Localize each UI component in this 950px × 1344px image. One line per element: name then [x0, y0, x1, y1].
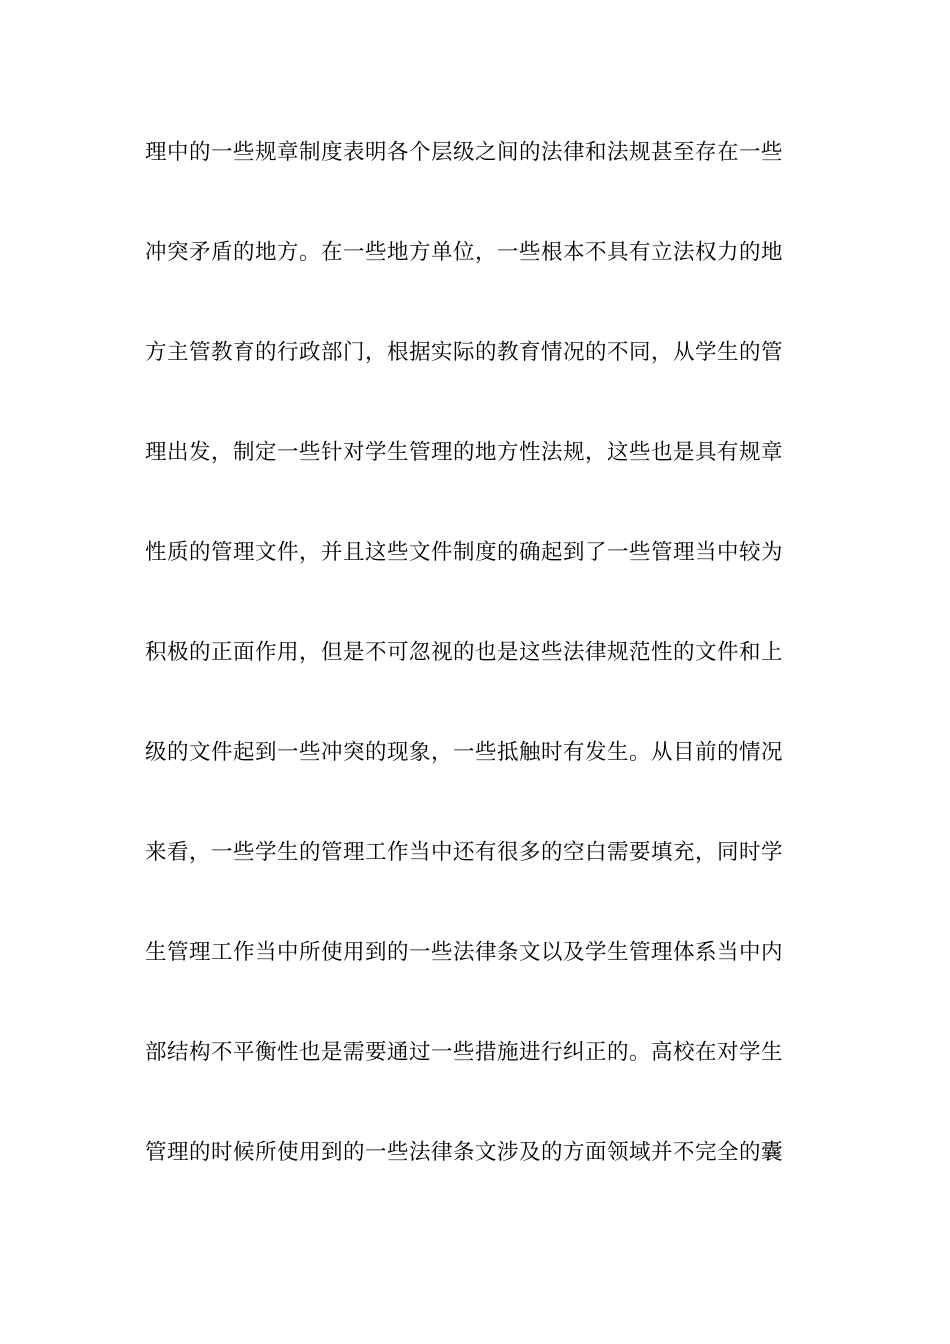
paragraph [145, 133, 805, 1233]
text-line: 方主管教育的行政部门，根据实际的教育情况的不同，从学生的管 [145, 340, 784, 365]
text-line: 理出发，制定一些针对学生管理的地方性法规，这些也是具有规章 [145, 440, 784, 465]
text-line: 性质的管理文件，并且这些文件制度的确起到了一些管理当中较为 [145, 540, 784, 565]
text-line: 积极的正面作用，但是不可忽视的也是这些法律规范性的文件和上 [145, 640, 784, 665]
text-line: 部结构不平衡性也是需要通过一些措施进行纠正的。高校在对学生 [145, 1040, 784, 1065]
text-line: 管理的时候所使用到的一些法律条文涉及的方面领域并不完全的囊 [145, 1140, 784, 1165]
text-line: 来看，一些学生的管理工作当中还有很多的空白需要填充，同时学 [145, 840, 784, 865]
text-line: 理中的一些规章制度表明各个层级之间的法律和法规甚至存在一些 [145, 140, 784, 165]
text-line: 冲突矛盾的地方。在一些地方单位，一些根本不具有立法权力的地 [145, 240, 784, 265]
text-line: 生管理工作当中所使用到的一些法律条文以及学生管理体系当中内 [145, 940, 784, 965]
text-line: 级的文件起到一些冲突的现象，一些抵触时有发生。从目前的情况 [145, 740, 784, 765]
